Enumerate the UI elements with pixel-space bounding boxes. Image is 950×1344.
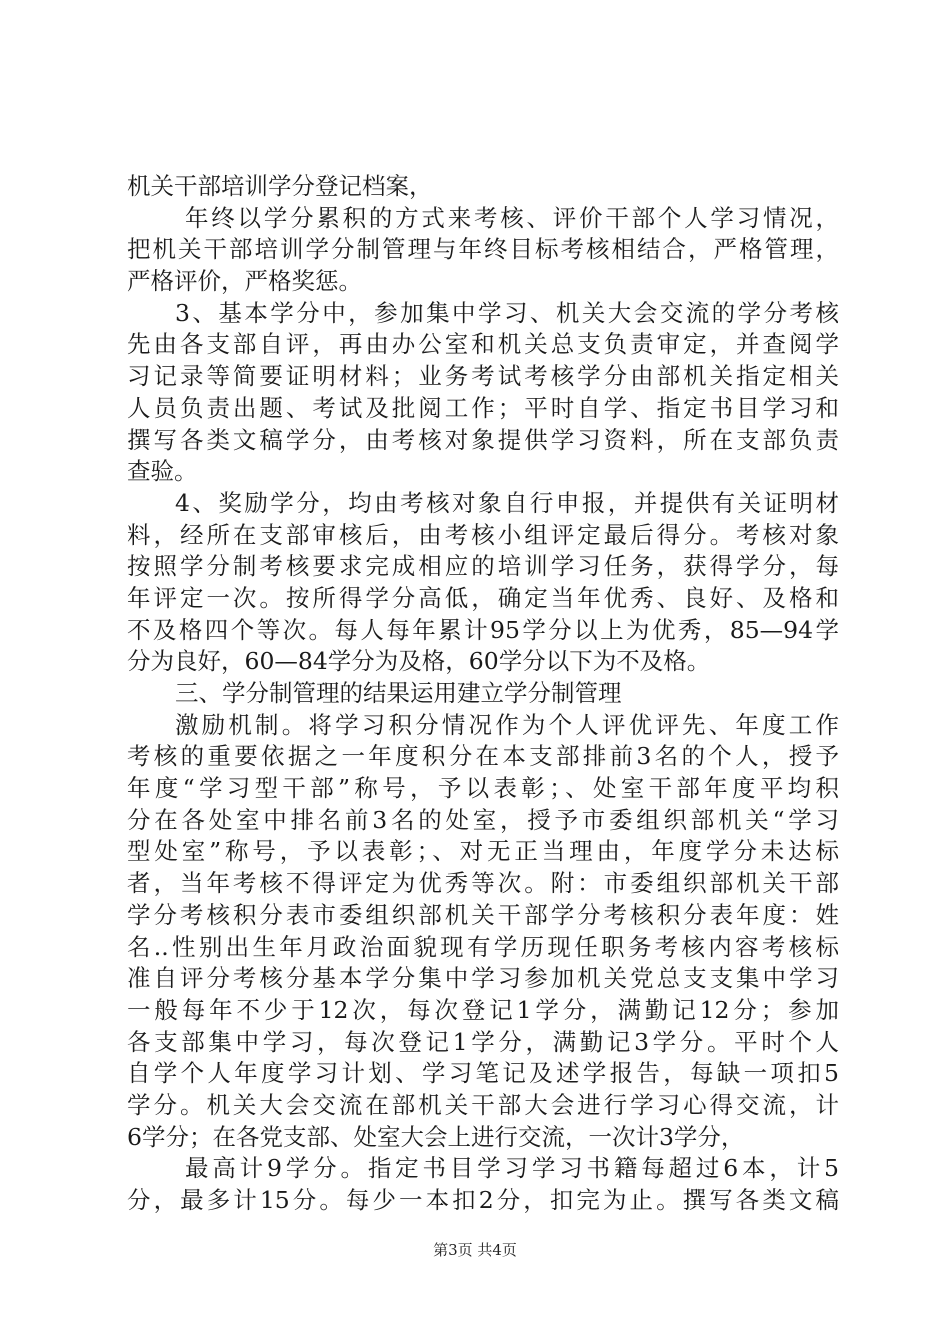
text-line: 自学个人年度学习计划、学习笔记及述学报告，每缺一项扣5: [127, 1059, 839, 1088]
page-footer: 第3页 共4页: [433, 1241, 517, 1259]
text-line: 人员负责出题、考试及批阅工作；平时自学、指定书目学习和: [127, 393, 839, 422]
text-line: 年评定一次。按所得学分高低，确定当年优秀、良好、及格和: [127, 583, 839, 612]
text-line: 料，经所在支部审核后，由考核小组评定最后得分。考核对象: [127, 520, 839, 549]
text-line: 严格评价，严格奖惩。: [127, 267, 362, 296]
text-line: 年度“学习型干部”称号，予以表彰；、处室干部年度平均积: [127, 774, 839, 803]
text-line: 各支部集中学习，每次登记1学分，满勤记3学分。平时个人: [127, 1027, 839, 1056]
text-line: 名..性别出生年月政治面貌现有学历现任职务考核内容考核标: [127, 932, 839, 961]
text-line: 最高计9学分。指定书目学习学习书籍每超过6本，计5: [185, 1154, 839, 1183]
text-line: 分，最多计15分。每少一本扣2分，扣完为止。撰写各类文稿: [127, 1186, 839, 1214]
text-line: 考核的重要依据之一年度积分在本支部排前3名的个人，授予: [127, 742, 839, 771]
text-line: 习记录等简要证明材料；业务考试考核学分由部机关指定相关: [127, 362, 839, 391]
text-line: 不及格四个等次。每人每年累计95学分以上为优秀，85—94学: [127, 615, 839, 644]
text-line: 查验。: [127, 457, 198, 486]
text-line: 撰写各类文稿学分，由考核对象提供学习资料，所在支部负责: [127, 425, 839, 454]
text-line: 先由各支部自评，再由办公室和机关总支负责审定，并查阅学: [127, 330, 839, 359]
text-line: 分在各处室中排名前3名的处室，授予市委组织部机关“学习: [127, 805, 839, 834]
text-line: 机关干部培训学分登记档案，: [127, 172, 433, 200]
text-line: 分为良好，60—84学分为及格，60学分以下为不及格。: [127, 647, 711, 676]
text-line: 三、学分制管理的结果运用建立学分制管理: [175, 679, 622, 707]
text-line: 按照学分制考核要求完成相应的培训学习任务，获得学分，每: [127, 552, 839, 581]
text-line: 6学分；在各党支部、处室大会上进行交流，一次计3学分，: [127, 1122, 745, 1151]
text-line: 3、基本学分中，参加集中学习、机关大会交流的学分考核: [175, 298, 839, 327]
text-line: 一般每年不少于12次，每次登记1学分，满勤记12分；参加: [127, 995, 839, 1024]
text-line: 准自评分考核分基本学分集中学习参加机关党总支支集中学习: [127, 964, 839, 993]
text-line: 4、奖励学分，均由考核对象自行申报，并提供有关证明材: [175, 488, 839, 517]
text-line: 学分考核积分表市委组织部机关干部学分考核积分表年度：姓: [127, 900, 839, 929]
text-line: 型处室”称号，予以表彰；、对无正当理由，年度学分未达标: [127, 837, 839, 866]
document-body: [127, 171, 839, 1217]
text-line: 者，当年考核不得评定为优秀等次。附：市委组织部机关干部: [127, 869, 839, 898]
text-line: 把机关干部培训学分制管理与年终目标考核相结合，严格管理，: [127, 235, 839, 264]
text-line: 激励机制。将学习积分情况作为个人评优评先、年度工作: [175, 710, 839, 739]
text-line: 学分。机关大会交流在部机关干部大会进行学习心得交流，计: [127, 1090, 839, 1119]
text-line: 年终以学分累积的方式来考核、评价干部个人学习情况，: [185, 203, 839, 232]
